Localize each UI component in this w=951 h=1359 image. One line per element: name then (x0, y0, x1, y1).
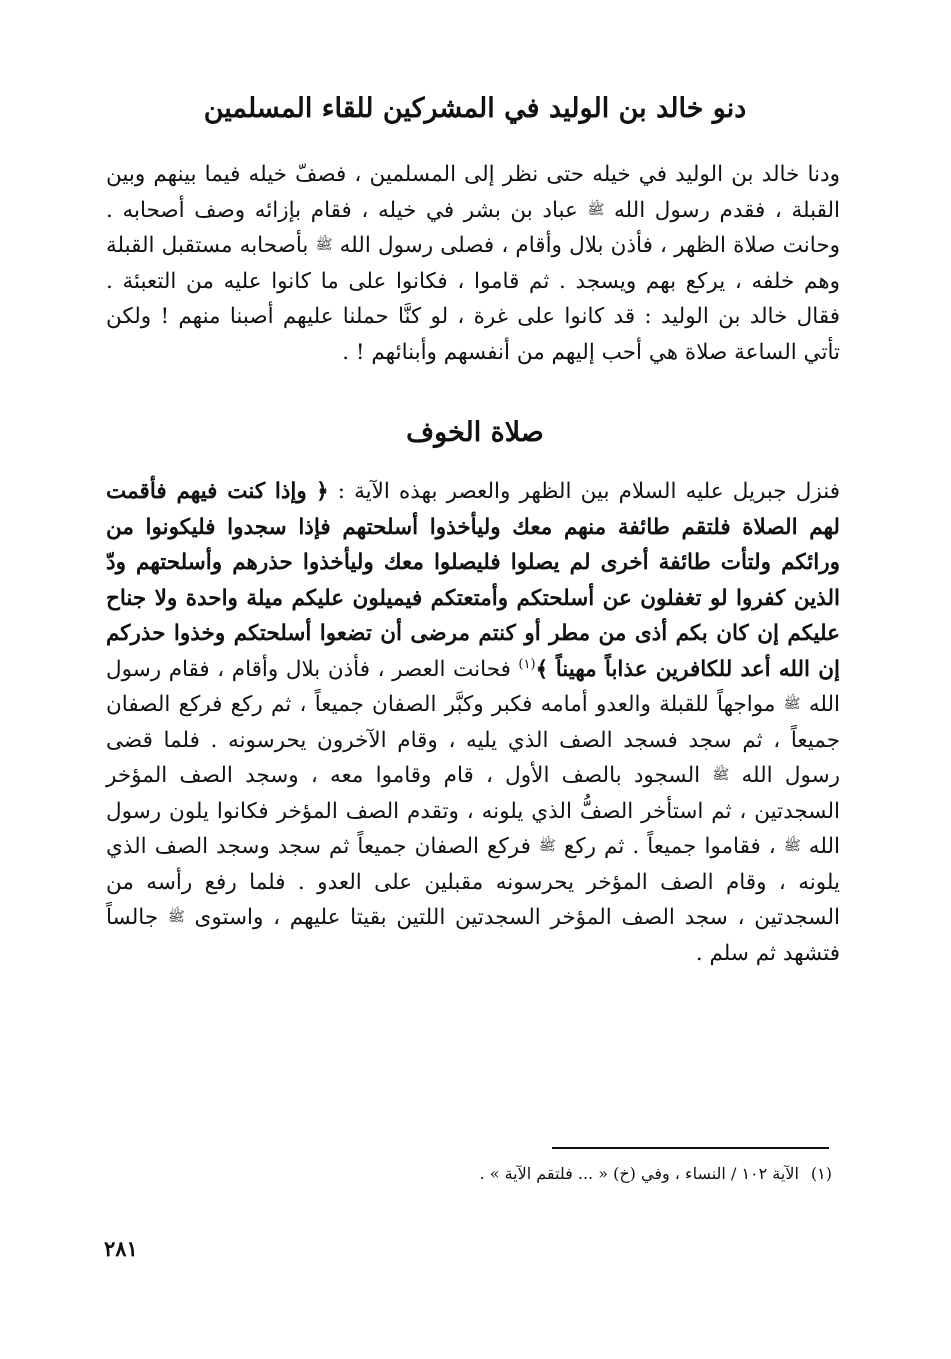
pbuh-honorific-icon: ﷺ (783, 696, 801, 712)
pbuh-honorific-icon: ﷺ (783, 838, 801, 854)
paragraph-text: السجود بالصف الأول ، قام وقاموا معه ، وسجد الصف المؤخر السجدتين ، ثم استأخر الصفُّ الذي يلونه ، وتقدم الصف المؤخر فكانوا يلون رسول الله (106, 763, 840, 859)
section-heading-fear-prayer: صلاة الخوف (406, 417, 544, 448)
paragraph-text: جالساً فتشهد ثم سلم . (106, 905, 840, 966)
footnote (300, 1162, 832, 1186)
paragraph-text: ودنا خالد بن الوليد في خيله حتى نظر إلى المسلمين ، فصفّ خيله فيما بينهم وبين القبلة ، فقدم رسول الله (106, 162, 840, 223)
pbuh-honorific-icon: ﷺ (167, 909, 185, 925)
section-heading-khalid: دنو خالد بن الوليد في المشركين للقاء المسلمين (203, 93, 747, 124)
footnote-text: الآية ١٠٢ / النساء ، وفي (خ) « ... فلتقم الآية » . (479, 1164, 799, 1183)
footnote-reference: (١) (518, 656, 536, 672)
quran-brace-open: ﴿ (315, 479, 329, 504)
pbuh-honorific-icon: ﷺ (712, 767, 730, 783)
paragraph-text: بأصحابه مستقبل القبلة وهم خلفه ، يركع بهم ويسجد . ثم قاموا ، فكانوا على ما كانوا عليه من التعبئة . فقال خالد بن الوليد : قد كانوا على غرة ، لو كنَّا حملنا عليهم أصبنا منهم ! ولكن تأتي الساعة صلاة هي أحب إليهم من أنفسهم وأبنائهم ! . (106, 233, 840, 365)
pbuh-honorific-icon: ﷺ (538, 838, 556, 854)
pbuh-honorific-icon: ﷺ (315, 237, 333, 253)
page-number: ٢٨١ (104, 1236, 138, 1261)
paragraph-text: فحانت العصر ، فأذن بلال وأقام ، فقام رسول الله (106, 656, 840, 717)
paragraph-khalid-approach (106, 157, 840, 370)
paragraph-text: مواجهاً للقبلة والعدو أمامه فكبر وكبَّر الصفان جميعاً ، ثم ركع فركع الصفان جميعاً ، ثم سجد فسجد الصف الذي يليه ، وقام الآخرون يحرسونه . فلما قضى رسول الله (106, 692, 840, 788)
footnote-divider (552, 1147, 829, 1149)
quran-verse: وإذا كنت فيهم فأقمت لهم الصلاة فلتقم طائفة منهم معك وليأخذوا أسلحتهم فإذا سجدوا فليكونوا من ورائكم ولتأت طائفة أخرى لم يصلوا فليصلوا معك وليأخذوا حذرهم وأسلحتهم ودّ الذين كفروا لو تغفلون عن أسلحتكم وأمتعتكم فيميلون عليكم ميلة واحدة ولا جناح عليكم إن كان بكم أذى من مطر أو كنتم مرضى أن تضعوا أسلحتكم وخذوا حذركم إن الله أعد للكافرين عذاباً مهيناً (106, 479, 840, 682)
paragraph-text: فنزل جبريل عليه السلام بين الظهر والعصر بهذه الآية : (337, 479, 840, 504)
paragraph-text: عباد بن بشر في خيله ، فقام بإزائه وصف أصحابه . وحانت صلاة الظهر ، فأذن بلال وأقام ، فصلى رسول الله (106, 197, 840, 258)
paragraph-fear-prayer (106, 474, 840, 971)
quran-brace-close: ﴾ (535, 656, 549, 682)
paragraph-text: فركع الصفان جميعاً ثم سجد وسجد الصف الذي يلونه ، وقام الصف المؤخر يحرسونه مقبلين على العدو . فلما رفع رأسه من السجدتين ، سجد الصف المؤخر السجدتين اللتين بقيتا عليهم ، واستوى (106, 834, 840, 930)
pbuh-honorific-icon: ﷺ (587, 201, 605, 218)
paragraph-text: ، فقاموا جميعاً . ثم ركع (563, 834, 776, 859)
footnote-number: (١) (810, 1164, 832, 1183)
